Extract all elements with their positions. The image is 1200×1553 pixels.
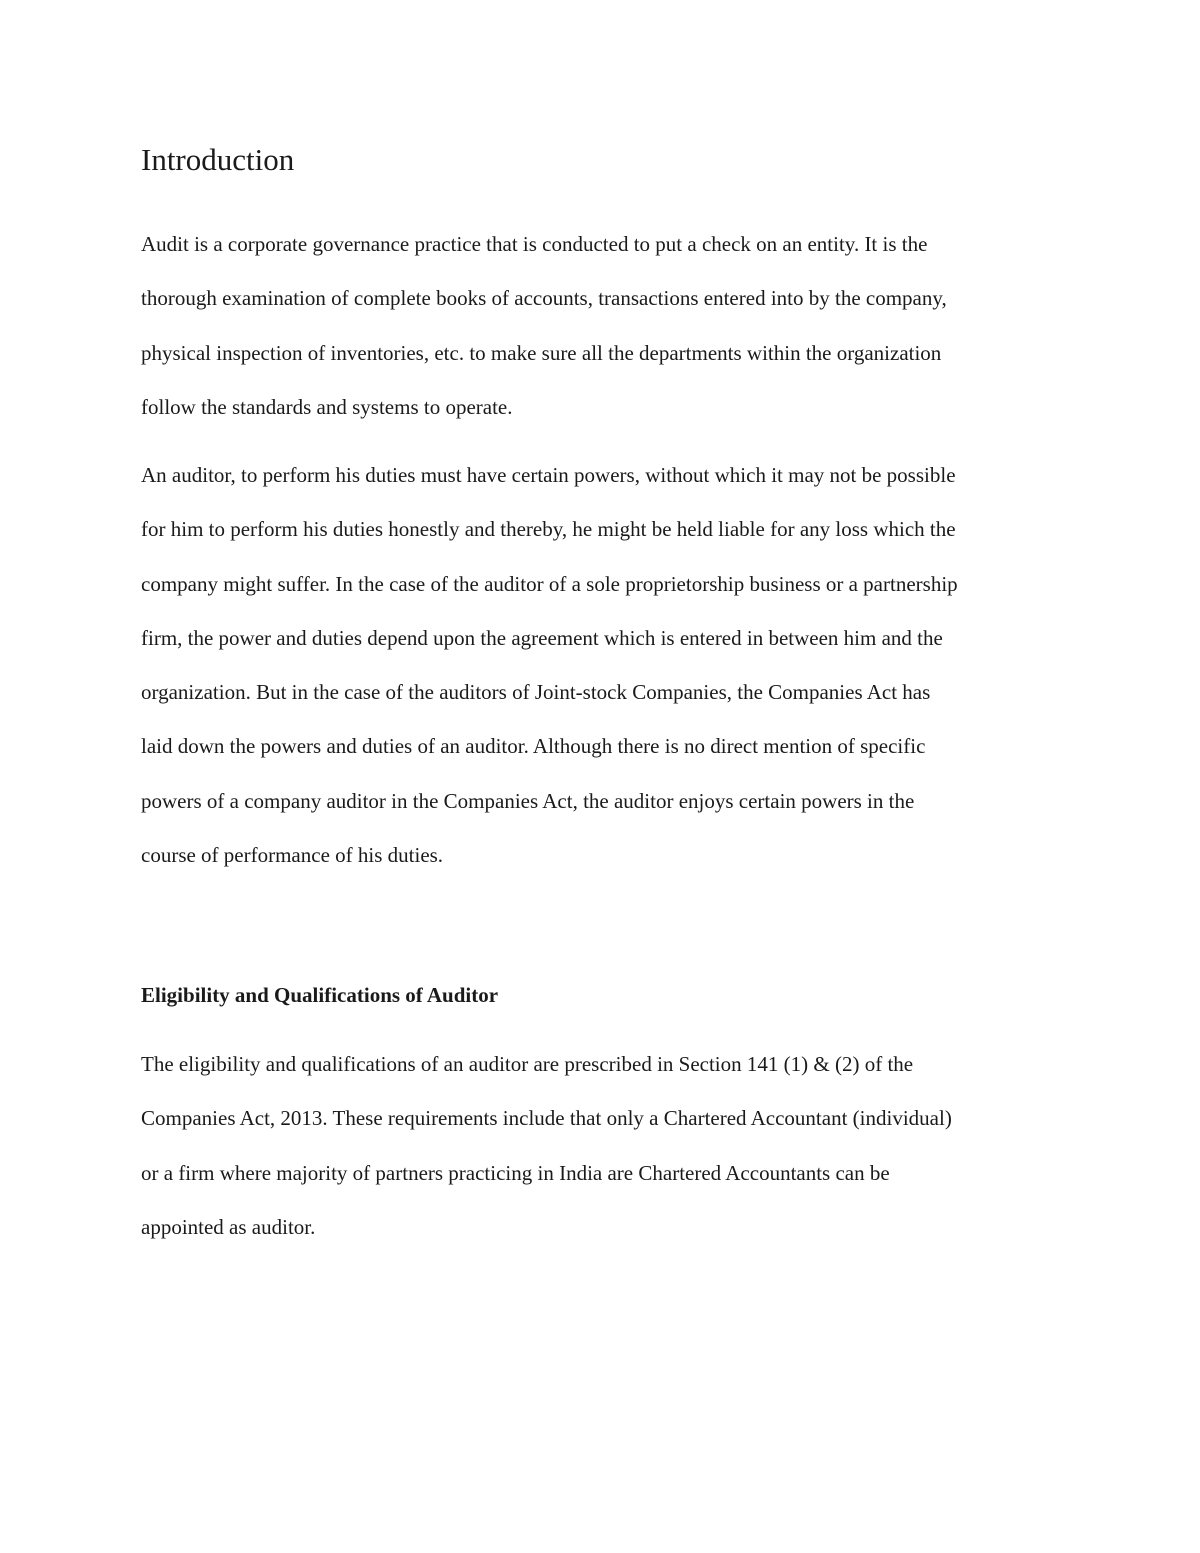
paragraph-line: Companies Act, 2013. These requirements include that only a Chartered Accountant (individual)	[141, 1106, 952, 1131]
paragraph-line: course of performance of his duties.	[141, 843, 444, 868]
intro-paragraph-2	[141, 448, 1061, 882]
paragraph-line: powers of a company auditor in the Companies Act, the auditor enjoys certain powers in the	[141, 788, 915, 813]
paragraph-line: company might suffer. In the case of the auditor of a sole proprietorship business or a partnership	[141, 571, 958, 596]
page-title: Introduction	[141, 142, 295, 177]
paragraph-line: or a firm where majority of partners practicing in India are Chartered Accountants can be	[141, 1160, 890, 1185]
paragraph-line: Audit is a corporate governance practice that is conducted to put a check on an entity. It is the	[141, 232, 928, 256]
paragraph-line: follow the standards and systems to operate.	[141, 394, 513, 419]
eligibility-paragraph	[141, 1037, 1061, 1254]
paragraph-line: appointed as auditor.	[141, 1214, 316, 1239]
intro-paragraph-1	[141, 217, 1061, 434]
paragraph-line: physical inspection of inventories, etc. to make sure all the departments within the organization	[141, 340, 942, 365]
paragraph-line: An auditor, to perform his duties must have certain powers, without which it may not be possible	[141, 463, 956, 487]
paragraph-line: thorough examination of complete books of accounts, transactions entered into by the company,	[141, 286, 947, 311]
paragraph-line: firm, the power and duties depend upon the agreement which is entered in between him and the	[141, 625, 943, 650]
paragraph-line: for him to perform his duties honestly and thereby, he might be held liable for any loss which the	[141, 517, 956, 542]
paragraph-line: organization. But in the case of the auditors of Joint-stock Companies, the Companies Act has	[141, 680, 931, 705]
paragraph-line: laid down the powers and duties of an auditor. Although there is no direct mention of specific	[141, 734, 926, 759]
section-heading: Eligibility and Qualifications of Auditor	[141, 983, 499, 1007]
paragraph-line: The eligibility and qualifications of an auditor are prescribed in Section 141 (1) & (2) of the	[141, 1052, 914, 1076]
